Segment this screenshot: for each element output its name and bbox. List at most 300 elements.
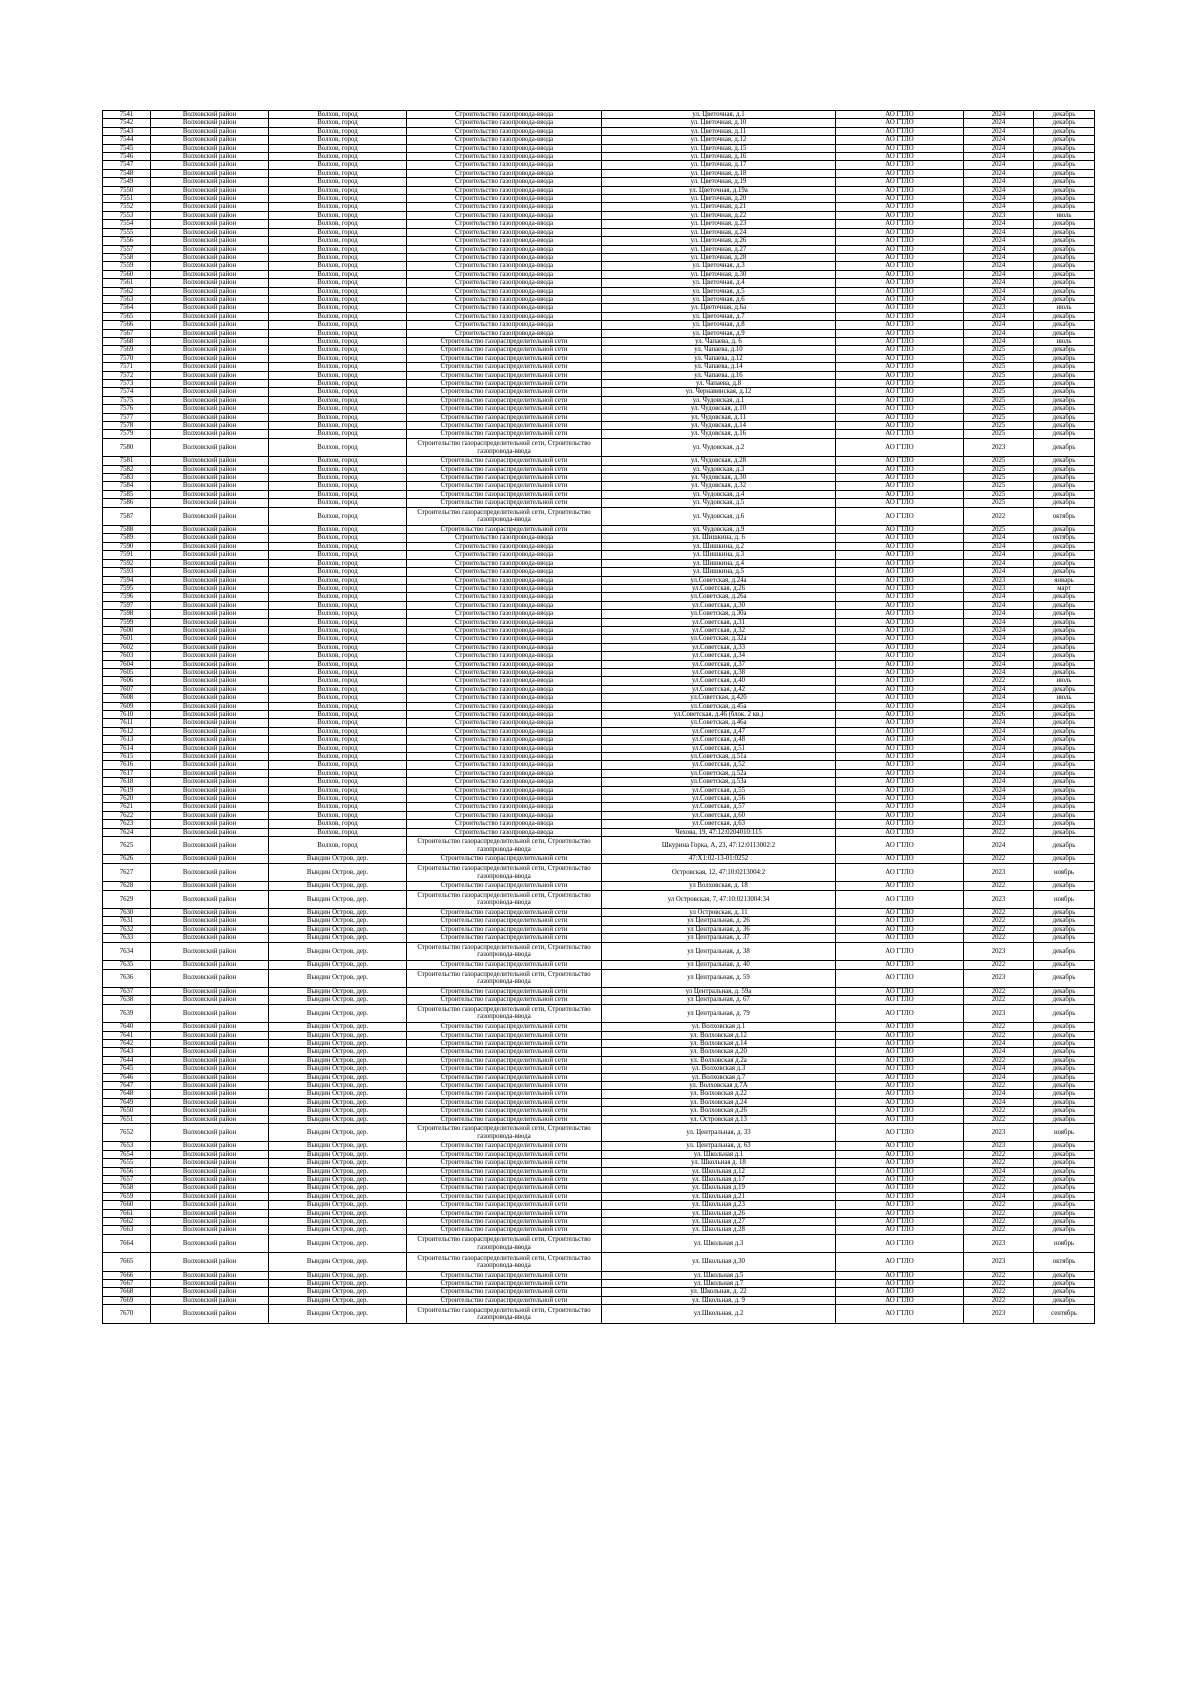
cell-settlement: Вындин Остров, дер. (269, 1107, 407, 1115)
table-row (103, 996, 1095, 1004)
cell-organization: АО ГТЛО (836, 744, 964, 752)
cell-month: декабрь (1034, 465, 1095, 473)
cell-month: декабрь (1034, 719, 1095, 727)
cell-organization: АО ГТЛО (836, 1023, 964, 1031)
table-row (103, 211, 1095, 219)
table-row (103, 388, 1095, 396)
cell-month: декабрь (1034, 652, 1095, 660)
cell-organization: АО ГТЛО (836, 1167, 964, 1175)
cell-settlement: Волхов, город (269, 161, 407, 169)
cell-address: ул. Цветочная, д.7 (602, 312, 836, 320)
cell-id: 7576 (103, 405, 151, 413)
cell-month: декабрь (1034, 457, 1095, 465)
cell-year: 2022 (964, 909, 1034, 917)
cell-district: Волховский район (151, 618, 269, 626)
cell-year: 2023 (964, 576, 1034, 584)
cell-district: Волховский район (151, 820, 269, 828)
table-row (103, 744, 1095, 752)
cell-address: ул. Чудовская, д.6 (602, 507, 836, 525)
cell-district: Волховский район (151, 987, 269, 995)
table-row (103, 909, 1095, 917)
cell-year: 2022 (964, 507, 1034, 525)
cell-district: Волховский район (151, 1107, 269, 1115)
cell-id: 7560 (103, 270, 151, 278)
cell-work-type: Строительство газораспределительной сети (407, 474, 602, 482)
table-row (103, 1065, 1095, 1073)
cell-year: 2024 (964, 795, 1034, 803)
cell-district: Волховский район (151, 795, 269, 803)
cell-organization: АО ГТЛО (836, 312, 964, 320)
cell-id: 7605 (103, 668, 151, 676)
cell-month: декабрь (1034, 111, 1095, 119)
cell-address: ул Центральная, д. 37 (602, 934, 836, 942)
cell-organization: АО ГТЛО (836, 820, 964, 828)
table-row (103, 396, 1095, 404)
cell-organization: АО ГТЛО (836, 635, 964, 643)
cell-address: ул. Цветочная, д.22 (602, 211, 836, 219)
cell-year: 2023 (964, 584, 1034, 592)
cell-district: Волховский район (151, 1271, 269, 1279)
cell-address: Шкурина Горка, А, 23, 47:12:0113002:2 (602, 837, 836, 855)
cell-address: ул. Школьная д.30 (602, 1253, 836, 1271)
cell-id: 7552 (103, 203, 151, 211)
cell-address: ул.Советская, д.63 (602, 820, 836, 828)
table-row (103, 702, 1095, 710)
cell-organization: АО ГТЛО (836, 660, 964, 668)
cell-month: декабрь (1034, 220, 1095, 228)
cell-month: декабрь (1034, 820, 1095, 828)
cell-district: Волховский район (151, 769, 269, 777)
cell-organization: АО ГТЛО (836, 1234, 964, 1252)
cell-district: Волховский район (151, 499, 269, 507)
table-row (103, 161, 1095, 169)
cell-year: 2024 (964, 769, 1034, 777)
cell-work-type: Строительство газораспределительной сети, Строительство газопровода-ввода (407, 1305, 602, 1323)
cell-address: Чехова, 19, 47:12:0204010:115 (602, 828, 836, 836)
cell-id: 7604 (103, 660, 151, 668)
cell-month: декабрь (1034, 262, 1095, 270)
cell-work-type: Строительство газораспределительной сети (407, 934, 602, 942)
cell-district: Волховский район (151, 111, 269, 119)
cell-id: 7565 (103, 312, 151, 320)
cell-address: ул.Советская, д.52 (602, 761, 836, 769)
cell-organization: АО ГТЛО (836, 337, 964, 345)
cell-year: 2022 (964, 925, 1034, 933)
cell-year: 2025 (964, 396, 1034, 404)
cell-work-type: Строительство газопровода-ввода (407, 203, 602, 211)
cell-month: июль (1034, 694, 1095, 702)
cell-month: декабрь (1034, 744, 1095, 752)
cell-work-type: Строительство газораспределительной сети (407, 1209, 602, 1217)
cell-month: декабрь (1034, 1288, 1095, 1296)
table-row (103, 1184, 1095, 1192)
table-row (103, 482, 1095, 490)
cell-year: 2024 (964, 542, 1034, 550)
cell-address: ул Островская, 7, 47:10:0213004:34 (602, 890, 836, 908)
cell-district: Волховский район (151, 685, 269, 693)
cell-id: 7584 (103, 482, 151, 490)
cell-work-type: Строительство газораспределительной сети (407, 1115, 602, 1123)
cell-id: 7571 (103, 363, 151, 371)
cell-year: 2024 (964, 626, 1034, 634)
table-row (103, 610, 1095, 618)
cell-month: декабрь (1034, 961, 1095, 969)
table-row (103, 1253, 1095, 1271)
cell-work-type: Строительство газопровода-ввода (407, 312, 602, 320)
cell-month: декабрь (1034, 186, 1095, 194)
cell-settlement: Волхов, город (269, 660, 407, 668)
cell-id: 7573 (103, 380, 151, 388)
cell-district: Волховский район (151, 1175, 269, 1183)
table-row (103, 371, 1095, 379)
cell-id: 7632 (103, 925, 151, 933)
table-row (103, 534, 1095, 542)
cell-work-type: Строительство газораспределительной сети (407, 396, 602, 404)
cell-work-type: Строительство газораспределительной сети (407, 430, 602, 438)
cell-organization: АО ГТЛО (836, 551, 964, 559)
cell-work-type: Строительство газораспределительной сети (407, 1039, 602, 1047)
cell-address: ул. Цветочная, д.6 (602, 295, 836, 303)
cell-work-type: Строительство газораспределительной сети (407, 1065, 602, 1073)
cell-month: январь (1034, 576, 1095, 584)
cell-address: ул. Волховская д.26 (602, 1107, 836, 1115)
table-row (103, 186, 1095, 194)
cell-month: декабрь (1034, 430, 1095, 438)
cell-id: 7612 (103, 727, 151, 735)
cell-year: 2024 (964, 144, 1034, 152)
cell-work-type: Строительство газораспределительной сети (407, 1023, 602, 1031)
cell-id: 7658 (103, 1184, 151, 1192)
table-row (103, 677, 1095, 685)
cell-settlement: Волхов, город (269, 601, 407, 609)
cell-month: декабрь (1034, 178, 1095, 186)
cell-work-type: Строительство газопровода-ввода (407, 601, 602, 609)
cell-organization: АО ГТЛО (836, 1056, 964, 1064)
cell-work-type: Строительство газораспределительной сети (407, 465, 602, 473)
cell-id: 7593 (103, 568, 151, 576)
cell-year: 2022 (964, 987, 1034, 995)
cell-year: 2024 (964, 601, 1034, 609)
cell-id: 7595 (103, 584, 151, 592)
cell-settlement: Волхов, город (269, 652, 407, 660)
cell-year: 2023 (964, 1305, 1034, 1323)
cell-id: 7588 (103, 526, 151, 534)
cell-work-type: Строительство газораспределительной сети, Строительство газопровода-ввода (407, 507, 602, 525)
cell-work-type: Строительство газопровода-ввода (407, 828, 602, 836)
cell-month: декабрь (1034, 413, 1095, 421)
cell-address: ул. Чудовская, д.14 (602, 422, 836, 430)
cell-month: декабрь (1034, 1296, 1095, 1304)
cell-id: 7638 (103, 996, 151, 1004)
cell-work-type: Строительство газопровода-ввода (407, 127, 602, 135)
cell-year: 2024 (964, 803, 1034, 811)
cell-settlement: Волхов, город (269, 534, 407, 542)
cell-settlement: Волхов, город (269, 668, 407, 676)
cell-organization: АО ГТЛО (836, 1039, 964, 1047)
cell-year: 2024 (964, 295, 1034, 303)
cell-district: Волховский район (151, 882, 269, 890)
cell-settlement: Волхов, город (269, 474, 407, 482)
table-row (103, 890, 1095, 908)
cell-id: 7669 (103, 1296, 151, 1304)
cell-year: 2024 (964, 811, 1034, 819)
cell-settlement: Вындин Остров, дер. (269, 1159, 407, 1167)
cell-month: декабрь (1034, 438, 1095, 456)
cell-id: 7628 (103, 882, 151, 890)
cell-year: 2022 (964, 1296, 1034, 1304)
cell-district: Волховский район (151, 917, 269, 925)
cell-address: ул. Цветочная, д.17 (602, 161, 836, 169)
cell-work-type: Строительство газораспределительной сети (407, 1048, 602, 1056)
cell-work-type: Строительство газопровода-ввода (407, 228, 602, 236)
cell-address: ул. Школьная д.7 (602, 1280, 836, 1288)
cell-month: декабрь (1034, 811, 1095, 819)
cell-year: 2024 (964, 559, 1034, 567)
cell-year: 2025 (964, 380, 1034, 388)
cell-settlement: Волхов, город (269, 203, 407, 211)
cell-year: 2022 (964, 1023, 1034, 1031)
cell-district: Волховский район (151, 465, 269, 473)
cell-id: 7665 (103, 1253, 151, 1271)
cell-id: 7668 (103, 1288, 151, 1296)
cell-work-type: Строительство газораспределительной сети (407, 996, 602, 1004)
cell-organization: АО ГТЛО (836, 1201, 964, 1209)
cell-year: 2022 (964, 1201, 1034, 1209)
cell-district: Волховский район (151, 526, 269, 534)
cell-district: Волховский район (151, 1226, 269, 1234)
cell-address: ул. Чапаева, д. 6 (602, 337, 836, 345)
cell-id: 7606 (103, 677, 151, 685)
cell-month: декабрь (1034, 987, 1095, 995)
cell-address: ул. Школьная д.1 (602, 1150, 836, 1158)
cell-month: декабрь (1034, 1065, 1095, 1073)
cell-month: декабрь (1034, 727, 1095, 735)
cell-settlement: Волхов, город (269, 643, 407, 651)
cell-id: 7661 (103, 1209, 151, 1217)
cell-district: Волховский район (151, 161, 269, 169)
cell-year: 2024 (964, 1167, 1034, 1175)
cell-address: ул. Цветочная, д.3 (602, 262, 836, 270)
cell-organization: АО ГТЛО (836, 601, 964, 609)
cell-work-type: Строительство газораспределительной сети (407, 1107, 602, 1115)
cell-year: 2024 (964, 119, 1034, 127)
cell-month: декабрь (1034, 396, 1095, 404)
table-row (103, 601, 1095, 609)
table-row (103, 643, 1095, 651)
cell-district: Волховский район (151, 1296, 269, 1304)
table-row (103, 987, 1095, 995)
cell-organization: АО ГТЛО (836, 969, 964, 987)
cell-id: 7611 (103, 719, 151, 727)
cell-settlement: Вындин Остров, дер. (269, 1305, 407, 1323)
table-row (103, 312, 1095, 320)
cell-settlement: Волхов, город (269, 736, 407, 744)
cell-organization: АО ГТЛО (836, 363, 964, 371)
cell-settlement: Волхов, город (269, 727, 407, 735)
cell-district: Волховский район (151, 744, 269, 752)
cell-organization: АО ГТЛО (836, 1065, 964, 1073)
cell-settlement: Вындин Остров, дер. (269, 925, 407, 933)
cell-id: 7630 (103, 909, 151, 917)
cell-work-type: Строительство газораспределительной сети (407, 380, 602, 388)
cell-organization: АО ГТЛО (836, 534, 964, 542)
cell-id: 7589 (103, 534, 151, 542)
cell-year: 2024 (964, 186, 1034, 194)
cell-district: Волховский район (151, 457, 269, 465)
cell-address: ул Центральная, д. 26 (602, 917, 836, 925)
cell-district: Волховский район (151, 312, 269, 320)
cell-id: 7659 (103, 1192, 151, 1200)
cell-work-type: Строительство газопровода-ввода (407, 153, 602, 161)
cell-organization: АО ГТЛО (836, 499, 964, 507)
cell-month: декабрь (1034, 618, 1095, 626)
table-row (103, 1296, 1095, 1304)
cell-month: декабрь (1034, 1090, 1095, 1098)
cell-id: 7543 (103, 127, 151, 135)
table-row (103, 882, 1095, 890)
cell-organization: АО ГТЛО (836, 144, 964, 152)
cell-id: 7600 (103, 626, 151, 634)
table-row (103, 270, 1095, 278)
cell-year: 2025 (964, 422, 1034, 430)
cell-id: 7633 (103, 934, 151, 942)
cell-district: Волховский район (151, 1184, 269, 1192)
cell-district: Волховский район (151, 337, 269, 345)
table-row (103, 618, 1095, 626)
cell-month: декабрь (1034, 761, 1095, 769)
cell-organization: АО ГТЛО (836, 169, 964, 177)
table-row (103, 1209, 1095, 1217)
cell-year: 2024 (964, 287, 1034, 295)
cell-address: ул. Цветочная, д.4 (602, 279, 836, 287)
cell-organization: АО ГТЛО (836, 178, 964, 186)
cell-work-type: Строительство газопровода-ввода (407, 685, 602, 693)
cell-id: 7602 (103, 643, 151, 651)
cell-settlement: Волхов, город (269, 270, 407, 278)
cell-id: 7663 (103, 1226, 151, 1234)
cell-district: Волховский район (151, 961, 269, 969)
cell-work-type: Строительство газораспределительной сети (407, 413, 602, 421)
cell-address: ул.Советская, д.32 (602, 626, 836, 634)
cell-settlement: Вындин Остров, дер. (269, 1056, 407, 1064)
cell-month: декабрь (1034, 917, 1095, 925)
cell-district: Волховский район (151, 304, 269, 312)
cell-district: Волховский район (151, 1039, 269, 1047)
cell-organization: АО ГТЛО (836, 136, 964, 144)
cell-organization: АО ГТЛО (836, 482, 964, 490)
cell-id: 7607 (103, 685, 151, 693)
cell-id: 7614 (103, 744, 151, 752)
cell-address: ул. Шишкина, д.2 (602, 542, 836, 550)
table-row (103, 668, 1095, 676)
table-row (103, 811, 1095, 819)
cell-work-type: Строительство газораспределительной сети (407, 1159, 602, 1167)
table-row (103, 1271, 1095, 1279)
cell-address: ул. Школьная д.21 (602, 1192, 836, 1200)
cell-address: ул. Чудовская, д.4 (602, 490, 836, 498)
cell-work-type: Строительство газораспределительной сети (407, 388, 602, 396)
cell-work-type: Строительство газопровода-ввода (407, 702, 602, 710)
cell-address: ул. Цветочная, д.24 (602, 228, 836, 236)
cell-year: 2024 (964, 1039, 1034, 1047)
cell-district: Волховский район (151, 803, 269, 811)
cell-organization: АО ГТЛО (836, 203, 964, 211)
cell-year: 2025 (964, 499, 1034, 507)
cell-district: Волховский район (151, 144, 269, 152)
cell-settlement: Волхов, город (269, 753, 407, 761)
cell-district: Волховский район (151, 1048, 269, 1056)
table-row (103, 942, 1095, 960)
cell-year: 2024 (964, 1073, 1034, 1081)
cell-district: Волховский район (151, 969, 269, 987)
table-row (103, 863, 1095, 881)
cell-district: Волховский район (151, 727, 269, 735)
cell-organization: АО ГТЛО (836, 195, 964, 203)
cell-year: 2024 (964, 652, 1034, 660)
cell-year: 2024 (964, 195, 1034, 203)
cell-address: ул.Советская, д.34 (602, 652, 836, 660)
cell-address: ул. Чапаева, д.8 (602, 380, 836, 388)
cell-year: 2022 (964, 996, 1034, 1004)
cell-work-type: Строительство газораспределительной сети, Строительство газопровода-ввода (407, 863, 602, 881)
cell-district: Волховский район (151, 601, 269, 609)
cell-address: ул. Центральная, д. 63 (602, 1142, 836, 1150)
cell-work-type: Строительство газораспределительной сети (407, 882, 602, 890)
cell-settlement: Волхов, город (269, 304, 407, 312)
cell-address: ул. Цветочная, д.12 (602, 136, 836, 144)
cell-district: Волховский район (151, 186, 269, 194)
cell-work-type: Строительство газораспределительной сети, Строительство газопровода-ввода (407, 1123, 602, 1141)
table-row (103, 1023, 1095, 1031)
cell-district: Волховский район (151, 1123, 269, 1141)
cell-settlement: Волхов, город (269, 778, 407, 786)
cell-month: ноябрь (1034, 1234, 1095, 1252)
cell-work-type: Строительство газопровода-ввода (407, 727, 602, 735)
cell-work-type: Строительство газопровода-ввода (407, 321, 602, 329)
cell-settlement: Волхов, город (269, 127, 407, 135)
cell-address: 47:Х1:02-13-01:0252 (602, 855, 836, 863)
cell-settlement: Вындин Остров, дер. (269, 917, 407, 925)
cell-address: ул. Цветочная, д.16 (602, 153, 836, 161)
cell-district: Волховский район (151, 711, 269, 719)
cell-organization: АО ГТЛО (836, 769, 964, 777)
cell-settlement: Волхов, город (269, 499, 407, 507)
cell-month: декабрь (1034, 1031, 1095, 1039)
cell-organization: АО ГТЛО (836, 711, 964, 719)
cell-district: Волховский район (151, 909, 269, 917)
cell-address: ул. Шишкина, д.4 (602, 559, 836, 567)
cell-settlement: Вындин Остров, дер. (269, 961, 407, 969)
cell-settlement: Волхов, город (269, 811, 407, 819)
cell-organization: АО ГТЛО (836, 778, 964, 786)
cell-id: 7609 (103, 702, 151, 710)
cell-settlement: Вындин Остров, дер. (269, 1218, 407, 1226)
cell-id: 7568 (103, 337, 151, 345)
cell-work-type: Строительство газораспределительной сети (407, 1296, 602, 1304)
cell-year: 2023 (964, 1004, 1034, 1022)
cell-organization: АО ГТЛО (836, 253, 964, 261)
cell-district: Волховский район (151, 482, 269, 490)
table-row (103, 169, 1095, 177)
cell-id: 7577 (103, 413, 151, 421)
cell-month: декабрь (1034, 363, 1095, 371)
cell-settlement: Волхов, город (269, 457, 407, 465)
table-row (103, 405, 1095, 413)
cell-month: декабрь (1034, 601, 1095, 609)
cell-organization: АО ГТЛО (836, 1031, 964, 1039)
cell-year: 2022 (964, 855, 1034, 863)
cell-year: 2024 (964, 685, 1034, 693)
